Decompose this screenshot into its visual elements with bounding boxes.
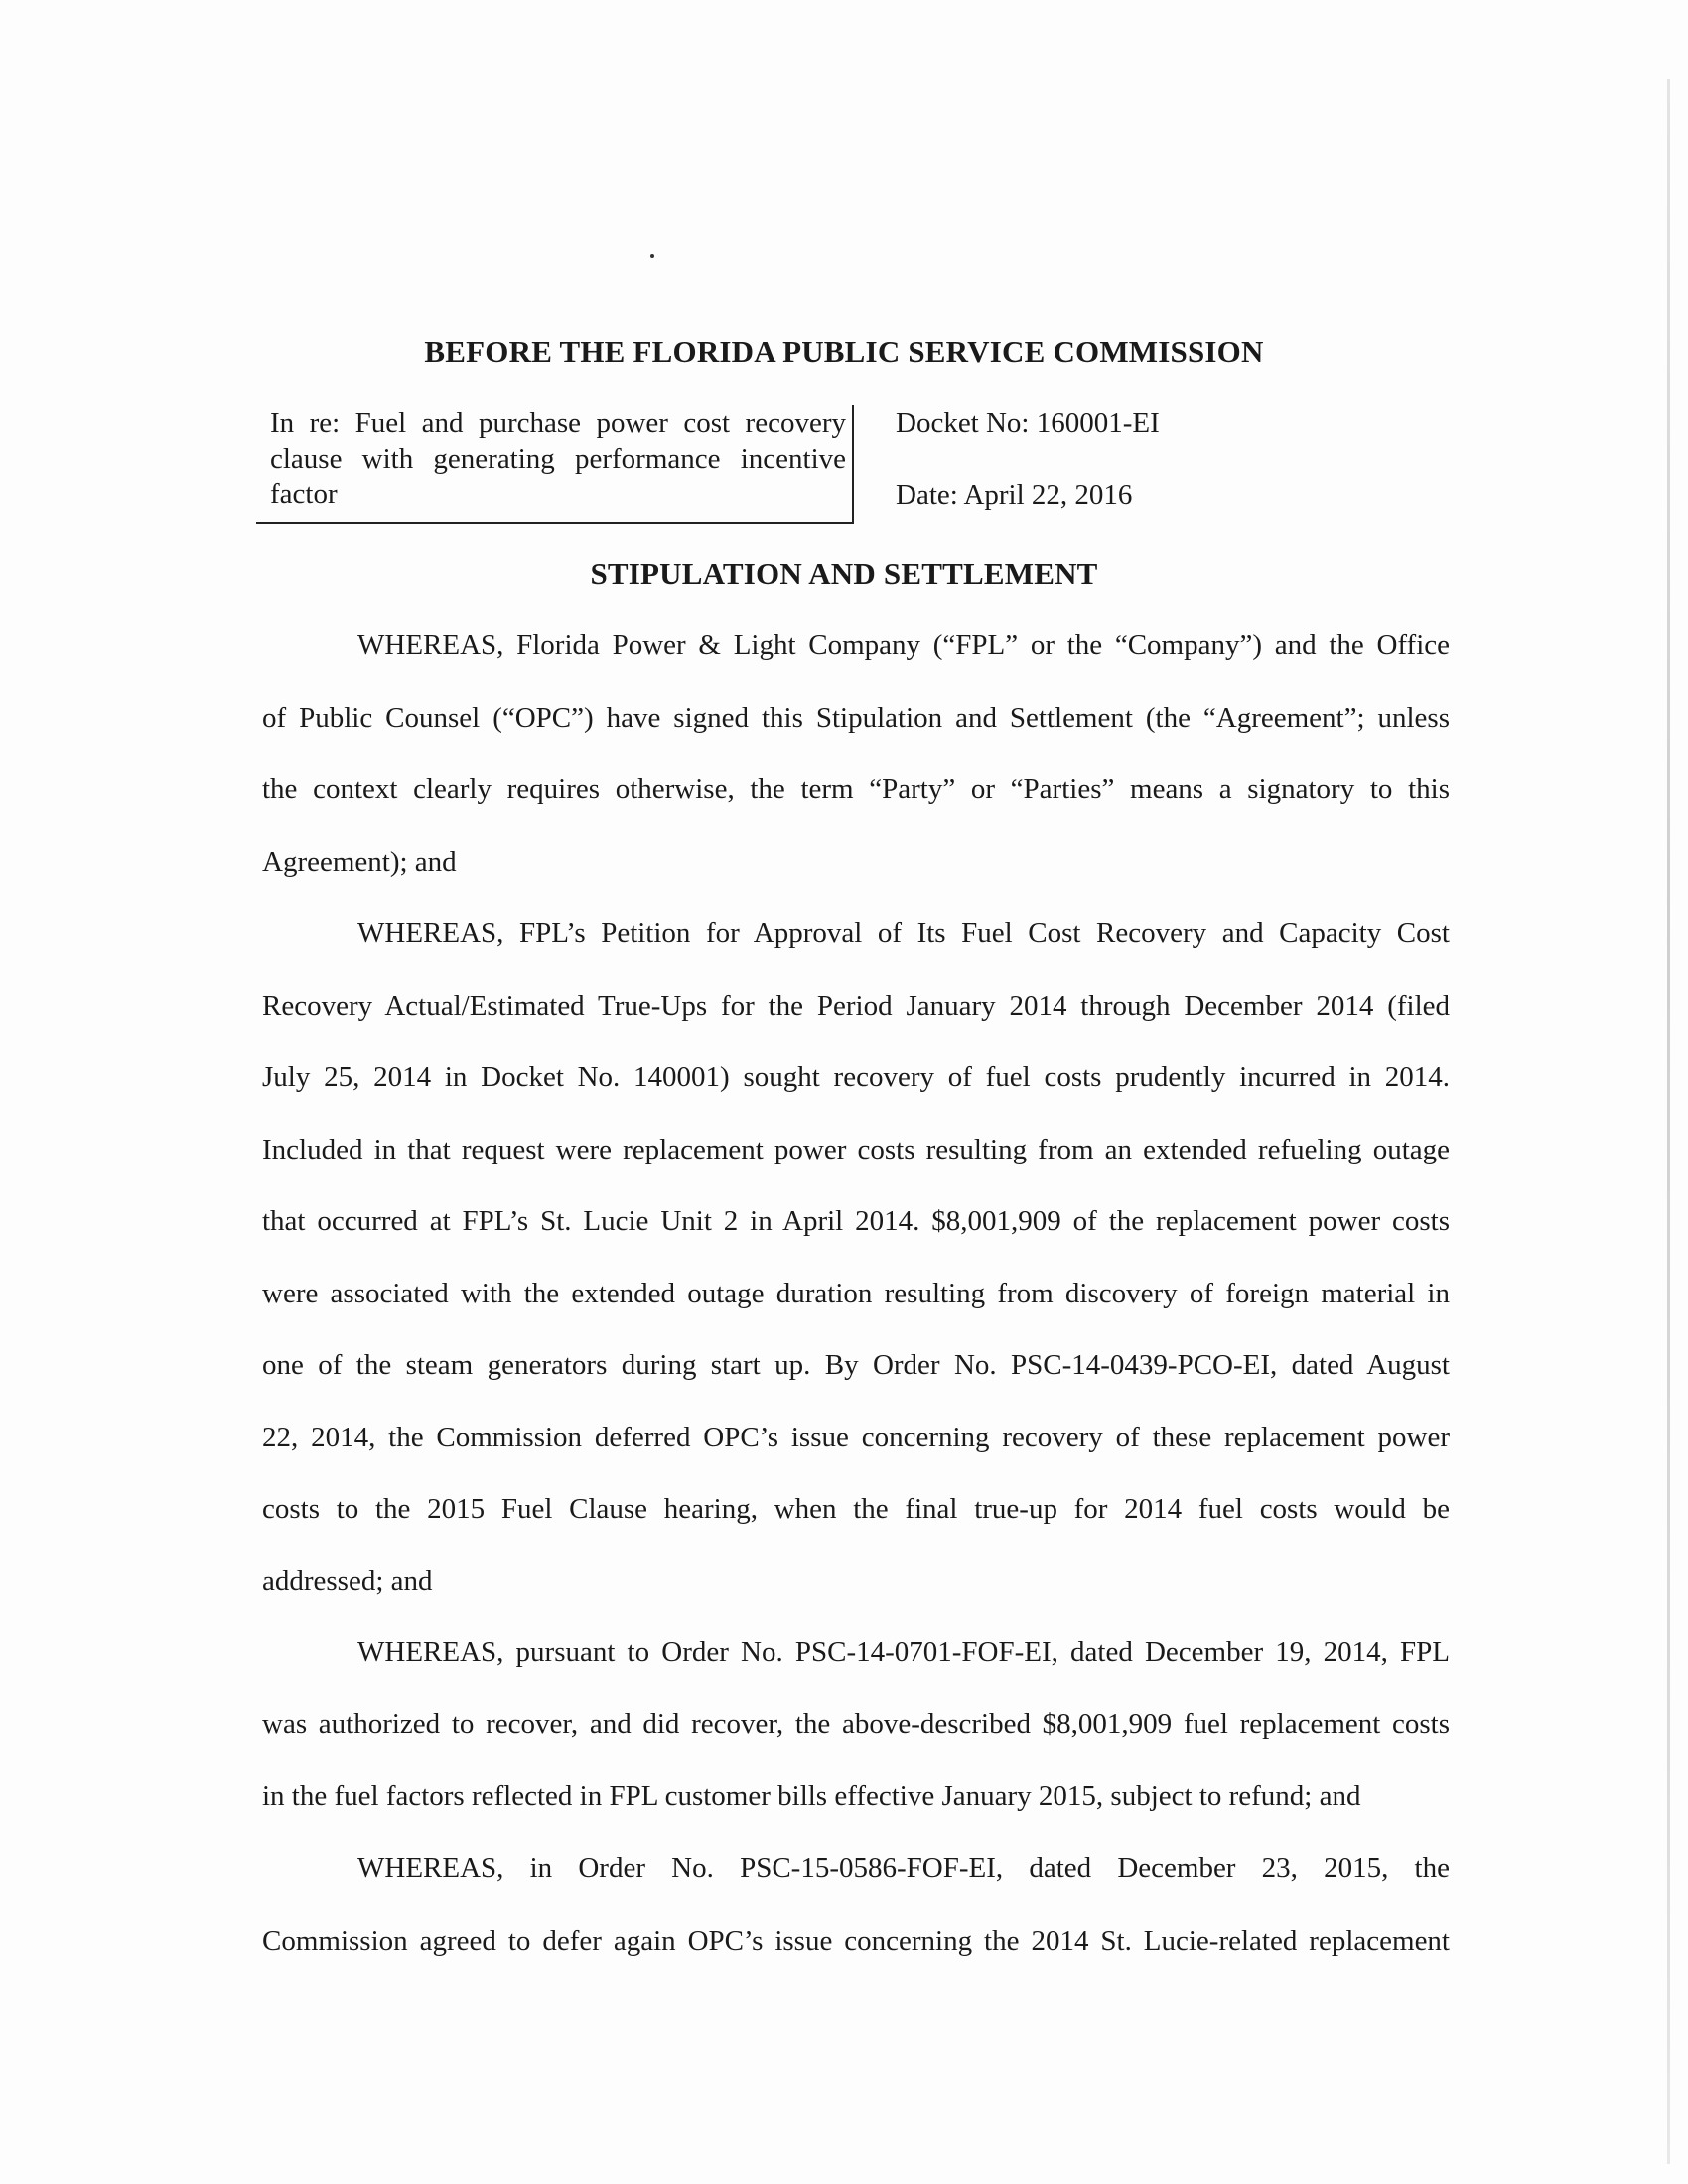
paragraph-line: Included in that request were replacement power costs resulting from an extended refueling outage	[262, 1133, 1450, 1165]
case-caption-box	[256, 405, 854, 524]
paragraph-line: was authorized to recover, and did recover, the above-described $8,001,909 fuel replacement costs	[262, 1707, 1450, 1740]
scan-speck	[650, 254, 654, 258]
commission-heading: BEFORE THE FLORIDA PUBLIC SERVICE COMMISSION	[424, 335, 1264, 369]
paragraph-2	[262, 897, 1450, 1617]
paragraph-line: Commission agreed to defer again OPC’s issue concerning the 2014 St. Lucie-related replacement	[262, 1924, 1450, 1957]
scan-edge-shadow	[1667, 79, 1670, 2164]
paragraph-line: WHEREAS, FPL’s Petition for Approval of Its Fuel Cost Recovery and Capacity Cost	[357, 917, 1450, 949]
paragraph-line: addressed; and	[262, 1565, 433, 1597]
paragraph-line: were associated with the extended outage duration resulting from discovery of foreign material in	[262, 1277, 1450, 1309]
paragraph-line: 22, 2014, the Commission deferred OPC’s issue concerning recovery of these replacement power	[262, 1421, 1450, 1453]
paragraph-line: one of the steam generators during start up. By Order No. PSC-14-0439-PCO-EI, dated August	[262, 1349, 1450, 1381]
paragraph-line: that occurred at FPL’s St. Lucie Unit 2 in April 2014. $8,001,909 of the replacement power costs	[262, 1205, 1450, 1237]
paragraph-line: Agreement); and	[262, 845, 457, 878]
paragraph-3	[262, 1616, 1450, 1833]
document-title: STIPULATION AND SETTLEMENT	[590, 556, 1098, 591]
paragraph-line: WHEREAS, in Order No. PSC-15-0586-FOF-EI, dated December 23, 2015, the	[357, 1852, 1450, 1884]
paragraph-line: the context clearly requires otherwise, the term “Party” or “Parties” means a signatory to this	[262, 773, 1450, 805]
paragraph-line: in the fuel factors reflected in FPL customer bills effective January 2015, subject to refund; and	[262, 1780, 1361, 1812]
paragraph-line: of Public Counsel (“OPC”) have signed this Stipulation and Settlement (the “Agreement”; unless	[262, 701, 1450, 734]
paragraph-line: WHEREAS, pursuant to Order No. PSC-14-0701-FOF-EI, dated December 19, 2014, FPL	[357, 1636, 1450, 1668]
paragraph-4	[262, 1833, 1450, 1977]
filing-date: Date: April 22, 2016	[896, 479, 1133, 511]
paragraph-line: July 25, 2014 in Docket No. 140001) sought recovery of fuel costs prudently incurred in 2014.	[262, 1061, 1450, 1093]
paragraph-line: Recovery Actual/Estimated True-Ups for the Period January 2014 through December 2014 (filed	[262, 989, 1450, 1022]
in-re-caption: In re: Fuel and purchase power cost recovery clause with generating performance incentive factor	[270, 407, 846, 510]
paragraph-1	[262, 610, 1450, 897]
paragraph-line: WHEREAS, Florida Power & Light Company (“FPL” or the “Company”) and the Office	[357, 629, 1450, 661]
paragraph-line: costs to the 2015 Fuel Clause hearing, when the final true-up for 2014 fuel costs would be	[262, 1493, 1450, 1525]
docket-number: Docket No: 160001-EI	[896, 407, 1160, 439]
